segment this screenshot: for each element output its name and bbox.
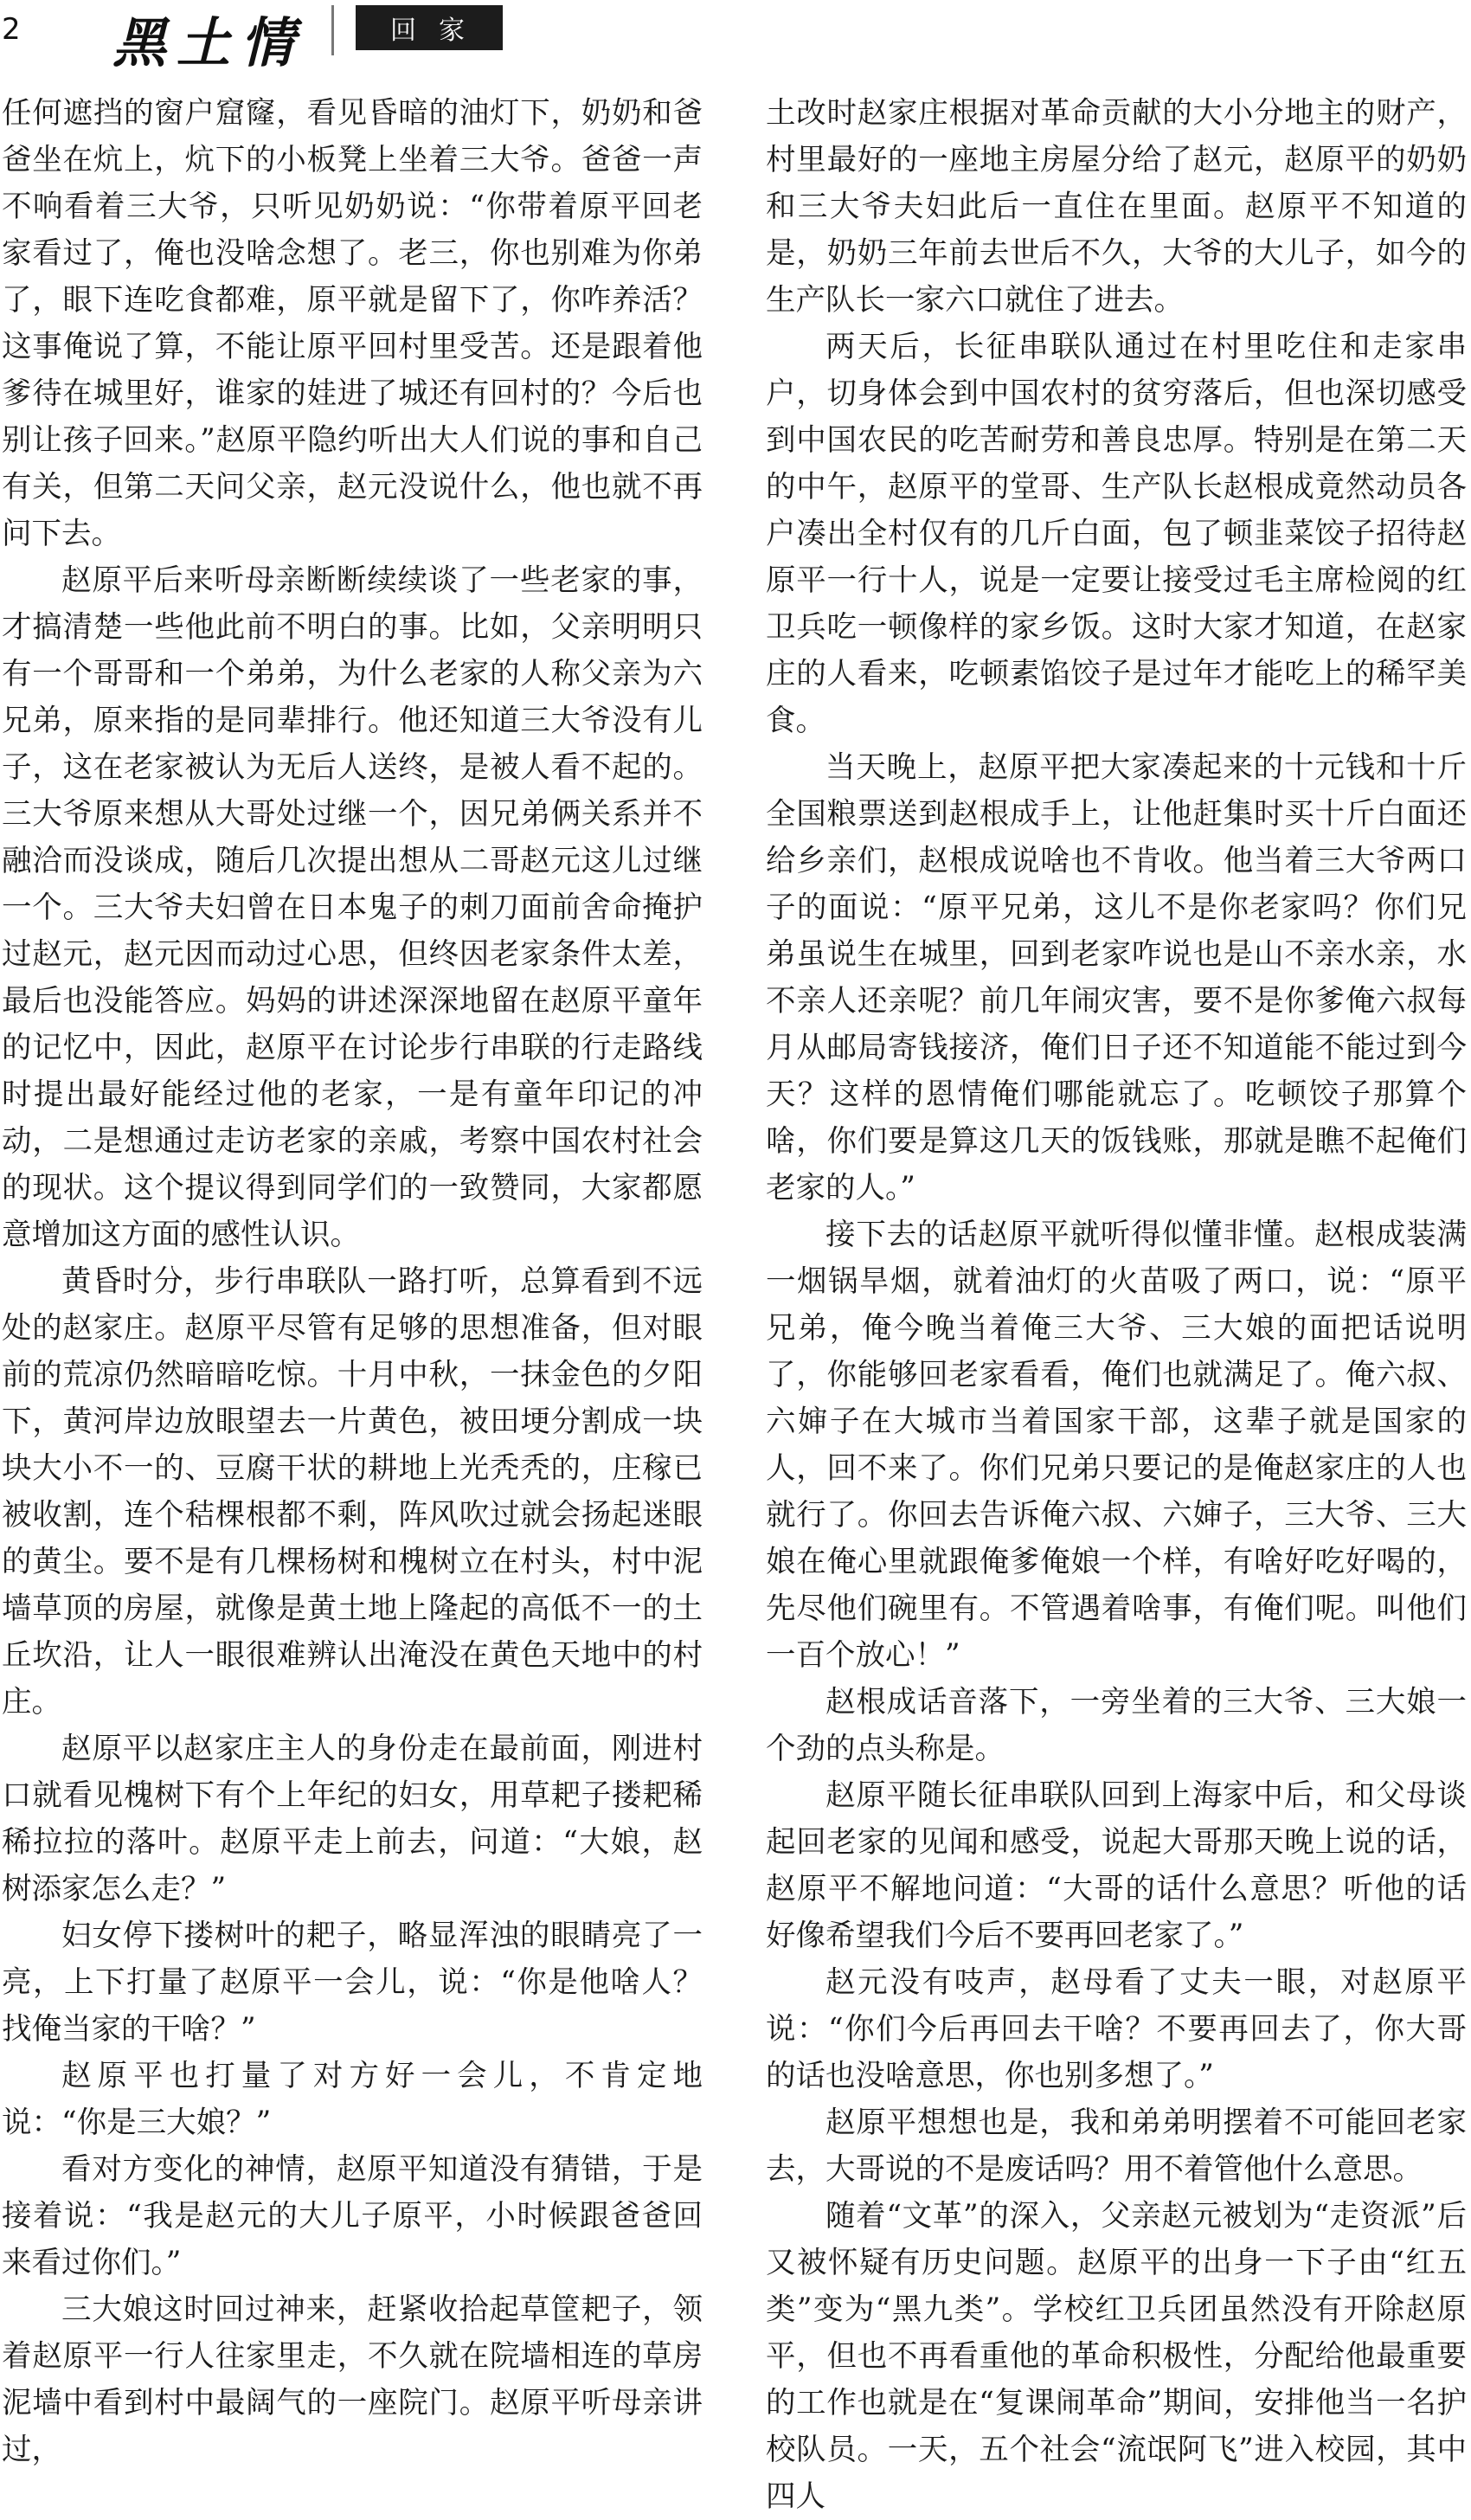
paragraph: 赵原平以赵家庄主人的身份走在最前面，刚进村口就看见槐树下有个上年纪的妇女，用草耙子搂耙稀稀拉拉的落叶。赵原平走上前去，问道：“大娘，赵树添家怎么走？” [2,1732,703,1906]
paragraph: 赵原平也打量了对方好一会儿，不肯定地说：“你是三大娘？” [2,2059,703,2140]
paragraph: 接下去的话赵原平就听得似懂非懂。赵根成装满一烟锅旱烟，就着油灯的火苗吸了两口，说：“原平兄弟，俺今晚当着俺三大爷、三大娘的面把话说明了，你能够回老家看看，俺们也就满足了。俺六叔、六婶子在大城市当着国家干部，这辈子就是国家的人，回不来了。你们兄弟只要记的是俺赵家庄的人也就行了。你回去告诉俺六叔、六婶子，三大爷、三大娘在俺心里就跟俺爹俺娘一个样，有啥好吃好喝的，先尽他们碗里有。不管遇着啥事，有俺们呢。叫他们一百个放心！” [766,1218,1467,1673]
paragraph: 赵元没有吱声，赵母看了丈夫一眼，对赵原平说：“你们今后再回去干啥？不要再回去了，你大哥的话也没啥意思，你也别多想了。” [766,1965,1467,2093]
section-label: 回家 [356,5,503,50]
paragraph: 妇女停下搂树叶的耙子，略显浑浊的眼睛亮了一亮，上下打量了赵原平一会儿，说：“你是他啥人？找俺当家的干啥？” [2,1919,703,2047]
paragraph: 赵原平后来听母亲断断续续谈了一些老家的事，才搞清楚一些他此前不明白的事。比如，父亲明明只有一个哥哥和一个弟弟，为什么老家的人称父亲为六兄弟，原来指的是同辈排行。他还知道三大爷没有儿子，这在老家被认为无后人送终，是被人看不起的。三大爷原来想从大哥处过继一个，因兄弟俩关系并不融洽而没谈成，随后几次提出想从二哥赵元这儿过继一个。三大爷夫妇曾在日本鬼子的刺刀面前舍命掩护过赵元，赵元因而动过心思，但终因老家条件太差，最后也没能答应。妈妈的讲述深深地留在赵原平童年的记忆中，因此，赵原平在讨论步行串联的行走路线时提出最好能经过他的老家，一是有童年印记的冲动，二是想通过走访老家的亲戚，考察中国农村社会的现状。这个提议得到同学们的一致赞同，大家都愿意增加这方面的感性认识。 [2,563,703,1252]
left-column [2,90,703,2467]
paragraph: 看对方变化的神情，赵原平知道没有猜错，于是接着说：“我是赵元的大儿子原平，小时候跟爸爸回来看过你们。” [2,2152,703,2280]
right-column [766,90,1467,2514]
header-divider [331,5,334,55]
paragraph: 赵原平随长征串联队回到上海家中后，和父母谈起回老家的见闻和感受，说起大哥那天晚上说的话，赵原平不解地问道：“大哥的话什么意思？听他的话好像希望我们今后不要再回老家了。” [766,1778,1467,1953]
paragraph: 当天晚上，赵原平把大家凑起来的十元钱和十斤全国粮票送到赵根成手上，让他赶集时买十斤白面还给乡亲们，赵根成说啥也不肯收。他当着三大爷两口子的面说：“原平兄弟，这儿不是你老家吗？你们兄弟虽说生在城里，回到老家咋说也是山不亲水亲，水不亲人还亲呢？前几年闹灾害，要不是你爹俺六叔每月从邮局寄钱接济，俺们日子还不知道能不能过到今天？这样的恩情俺们哪能就忘了。吃顿饺子那算个啥，你们要是算这几天的饭钱账，那就是瞧不起俺们老家的人。” [766,750,1467,1205]
paragraph: 赵根成话音落下，一旁坐着的三大爷、三大娘一个劲的点头称是。 [766,1685,1467,1766]
paragraph: 黄昏时分，步行串联队一路打听，总算看到不远处的赵家庄。赵原平尽管有足够的思想准备，但对眼前的荒凉仍然暗暗吃惊。十月中秋，一抹金色的夕阳下，黄河岸边放眼望去一片黄色，被田埂分割成一块块大小不一的、豆腐干状的耕地上光秃秃的，庄稼已被收割，连个秸棵根都不剩，阵风吹过就会扬起迷眼的黄尘。要不是有几棵杨树和槐树立在村头，村中泥墙草顶的房屋，就像是黄土地上隆起的高低不一的土丘坎沿，让人一眼很难辨认出淹没在黄色天地中的村庄。 [2,1264,703,1720]
paragraph: 两天后，长征串联队通过在村里吃住和走家串户，切身体会到中国农村的贫穷落后，但也深切感受到中国农民的吃苦耐劳和善良忠厚。特别是在第二天的中午，赵原平的堂哥、生产队长赵根成竟然动员各户凑出全村仅有的几斤白面，包了顿韭菜饺子招待赵原平一行十人，说是一定要让接受过毛主席检阅的红卫兵吃一顿像样的家乡饭。这时大家才知道，在赵家庄的人看来，吃顿素馅饺子是过年才能吃上的稀罕美食。 [766,330,1467,738]
paragraph: 任何遮挡的窗户窟窿，看见昏暗的油灯下，奶奶和爸爸坐在炕上，炕下的小板凳上坐着三大爷。爸爸一声不响看着三大爷，只听见奶奶说：“你带着原平回老家看过了，俺也没啥念想了。老三，你也别难为你弟了，眼下连吃食都难，原平就是留下了，你咋养活？这事俺说了算，不能让原平回村里受苦。还是跟着他爹待在城里好，谁家的娃进了城还有回村的？今后也别让孩子回来。”赵原平隐约听出大人们说的事和自己有关，但第二天问父亲，赵元没说什么，他也就不再问下去。 [2,96,703,551]
masthead-logo: 黑土情 [112,11,305,74]
page-number: 2 [2,12,21,47]
paragraph: 三大娘这时回过神来，赶紧收拾起草筐耙子，领着赵原平一行人往家里走，不久就在院墙相连的草房泥墙中看到村中最阔气的一座院门。赵原平听母亲讲过， [2,2292,703,2467]
page-header [0,0,1471,74]
paragraph: 土改时赵家庄根据对革命贡献的大小分地主的财产，村里最好的一座地主房屋分给了赵元，赵原平的奶奶和三大爷夫妇此后一直住在里面。赵原平不知道的是，奶奶三年前去世后不久，大爷的大儿子，如今的生产队长一家六口就住了进去。 [766,96,1467,318]
paragraph: 赵原平想想也是，我和弟弟明摆着不可能回老家去，大哥说的不是废话吗？用不着管他什么意思。 [766,2105,1467,2187]
paragraph: 随着“文革”的深入，父亲赵元被划为“走资派”后又被怀疑有历史问题。赵原平的出身一下子由“红五类”变为“黑九类”。学校红卫兵团虽然没有开除赵原平，但也不再看重他的革命积极性，分配给他最重要的工作也就是在“复课闹革命”期间，安排他当一名护校队员。一天，五个社会“流氓阿飞”进入校园，其中四人 [766,2199,1467,2514]
